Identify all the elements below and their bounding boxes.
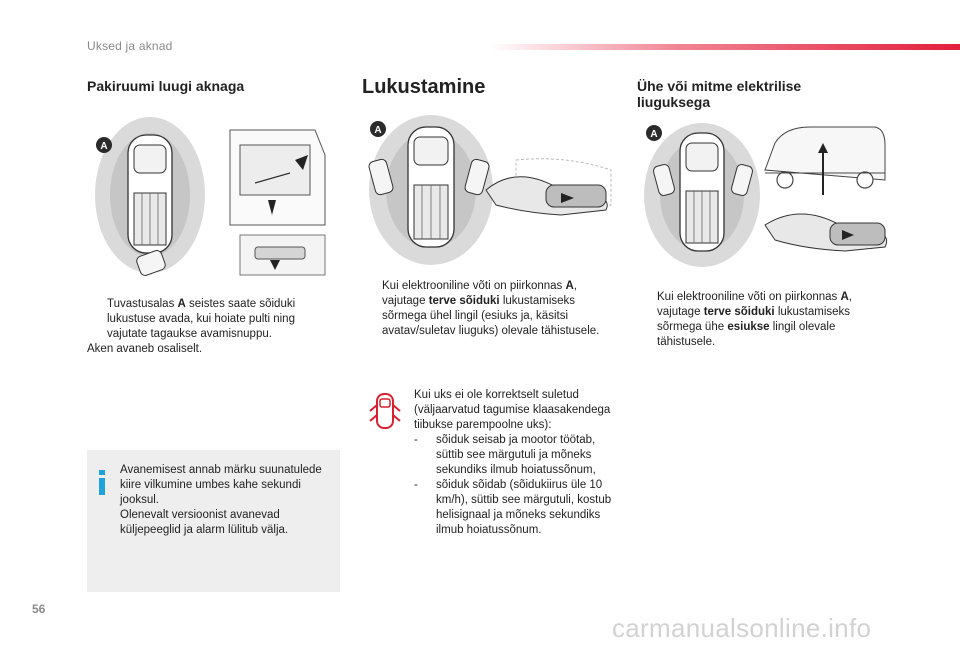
watermark: carmanualsonline.info <box>612 613 872 643</box>
header-accent-bar <box>490 44 960 50</box>
left-section-title: Pakiruumi luugi aknaga <box>87 78 245 94</box>
left-after-text: Aken avaneb osaliselt. <box>87 343 203 355</box>
section-header: Uksed ja aknad <box>87 39 173 53</box>
locking-illustration <box>366 115 616 270</box>
zone-a-label: A <box>650 129 658 140</box>
right-instructions <box>637 290 887 350</box>
left-instructions <box>87 297 327 357</box>
left-bullet-text: Tuvastusalas A seistes saate sõiduki lukustuse avada, kui hoiate pulti ning vajutate tagaukse avamisnuppu. <box>107 298 296 340</box>
zone-a-label: A <box>100 141 108 152</box>
door-open-warning-icon <box>368 391 402 431</box>
bullet-marker <box>362 279 382 339</box>
tailgate-window-illustration <box>90 115 335 285</box>
zone-a-label: A <box>374 125 382 136</box>
warning-item: - sõiduk seisab ja mootor töötab, süttib see märgutuli ja mõneks sekundiks ilmub hoiatussõnum, <box>414 434 596 476</box>
middle-section-title: Lukustamine <box>362 76 486 98</box>
info-icon <box>97 470 107 495</box>
middle-bullet-text: Kui elektrooniline võti on piirkonnas A, vajutage terve sõiduki lukustamiseks sõrmega ühel lingil (esiuks ja, käsitsi avatav/suletav liuguks) olevale tähistusele. <box>382 280 600 337</box>
warning-item: - sõiduk sõidab (sõidukiirus üle 10 km/h), süttib see märgutuli, kostub helisignaal ja mõneks sekundiks ilmub hoiatussõnum. <box>414 479 612 536</box>
right-bullet <box>637 290 887 350</box>
info-box <box>87 450 340 592</box>
right-section-title: Ühe või mitme elektrilise liuguksega <box>637 78 802 110</box>
warning-text <box>414 388 619 538</box>
warning-intro: Kui uks ei ole korrektselt suletud (väljaarvatud tagumise klaasakendega tiibukse parempoolne uks): <box>414 389 611 431</box>
left-bullet <box>87 297 327 342</box>
page-number: 56 <box>32 602 46 616</box>
middle-instructions <box>362 279 617 339</box>
bullet-marker <box>637 290 657 350</box>
middle-bullet <box>362 279 617 339</box>
info-text: Avanemisest annab märku suunatulede kiire vilkumine umbes kahe sekundi jooksul. Olenevalt versioonist avanevad küljepeeglid ja alarm lülitub välja. <box>120 464 322 536</box>
bullet-marker <box>87 297 107 342</box>
right-bullet-text: Kui elektrooniline võti on piirkonnas A, vajutage terve sõiduki lukustamiseks sõrmega ühe esiukse lingil olevale tähistusele. <box>657 291 852 348</box>
sliding-door-locking-illustration <box>640 115 890 270</box>
